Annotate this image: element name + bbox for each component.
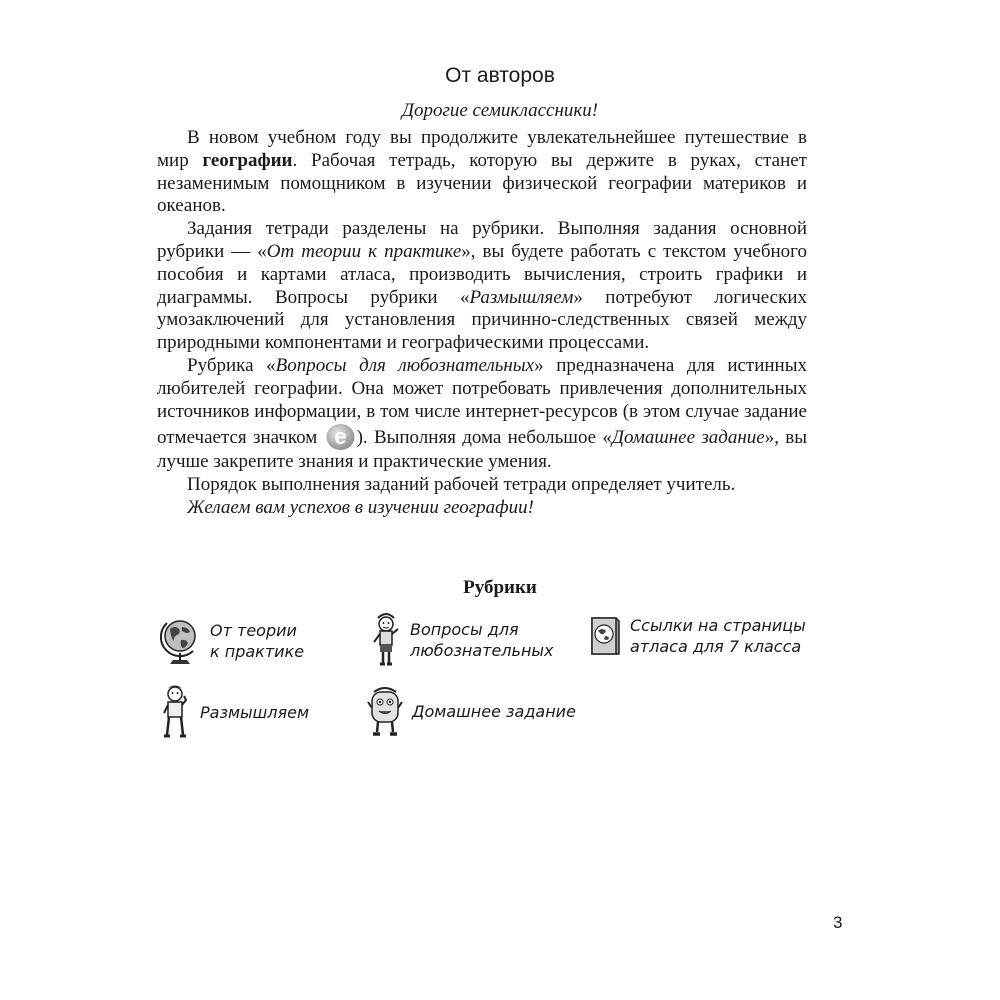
rubric-atlas-links: [588, 614, 806, 658]
intro-text: [157, 127, 807, 520]
rubrics-title: Рубрики: [463, 577, 537, 598]
page-title: От авторов: [445, 64, 555, 87]
paragraph-4: Порядок выполнения заданий рабочей тетради определяет учитель.: [187, 474, 736, 496]
paragraph-2: Задания тетради разделены на рубрики. Выполняя задания основной рубрики — «От теории к практике», вы будете работать с текстом учебного пособия и картами атласа, производить вычисления, строить графики и диаграммы. Вопросы рубрики «Размышляем» потребуют логических умозаключений для установления причинно-следственных связей между природными компонентами и географическими процессами.: [157, 218, 808, 354]
rubric-theory-practice: [160, 615, 304, 667]
rubric-homework: [366, 684, 576, 738]
rubric-reflection: [158, 683, 309, 741]
atlas-book-icon: [588, 614, 622, 658]
internet-e-icon: [325, 423, 356, 451]
globe-icon: [160, 615, 202, 667]
paragraph-3: Рубрика «Вопросы для любознательных» предназначена для истинных любителей географии. Она может потребовать привлечения дополнительных источников информации, в том числе интернет-ресурсов (в этом случае задание отмечается значком e ). Выполняя дома небольшое «Домашнее задание», вы лучше закрепите знания и практические умения.: [157, 354, 807, 473]
rubric-label: Размышляем: [200, 702, 310, 722]
rubric-label: Ссылки на страницы атласа для 7 класса: [630, 616, 806, 656]
curious-kid-icon: [370, 612, 402, 668]
page-number: 3: [833, 913, 843, 932]
paragraph-1: В новом учебном году вы продолжите увлекательнейшее путешествие в мир географии. Рабочая тетрадь, которую вы держите в руках, станет незаменимым помощником в изучении физической географии материков и океанов.: [157, 127, 807, 217]
svg-text:e: e: [333, 424, 347, 450]
greeting: Дорогие семиклассники!: [401, 100, 599, 121]
rubric-label: От теории к практике: [210, 621, 305, 661]
rubric-label: Вопросы для любознательных: [410, 620, 554, 660]
rubric-curious-questions: [370, 612, 554, 668]
thinking-boy-icon: [158, 683, 192, 741]
paragraph-5: Желаем вам успехов в изучении географии!: [187, 496, 534, 518]
rubric-label: Домашнее задание: [412, 701, 576, 721]
homework-backpack-icon: [366, 684, 404, 738]
